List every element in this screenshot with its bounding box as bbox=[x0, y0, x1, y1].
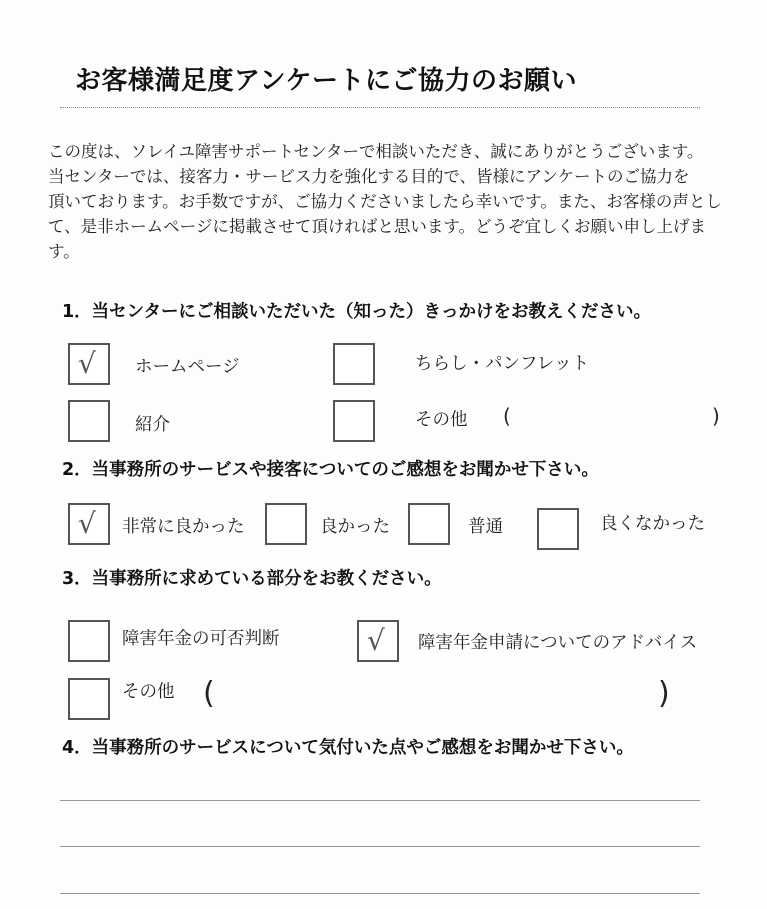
checkbox-referral[interactable] bbox=[68, 400, 110, 442]
close-paren: ) bbox=[712, 404, 720, 428]
option-label: その他 bbox=[122, 682, 175, 702]
checkbox-application-advice[interactable] bbox=[357, 620, 399, 662]
check-mark-icon: √ bbox=[78, 347, 96, 380]
checkbox-flyer[interactable] bbox=[333, 343, 375, 385]
check-mark-icon: √ bbox=[78, 507, 96, 540]
checkbox-other[interactable] bbox=[333, 400, 375, 442]
intro-line: 当センターでは、接客力・サービス力を強化する目的で、皆様にアンケートのご協力を bbox=[48, 167, 690, 186]
intro-line: す。 bbox=[48, 242, 80, 261]
close-paren: ) bbox=[658, 676, 670, 711]
question-4: 4．当事務所のサービスについて気付いた点やご感想をお聞かせ下さい。 bbox=[62, 738, 634, 758]
checkbox-very-good[interactable] bbox=[68, 503, 110, 545]
question-3: 3．当事務所に求めている部分をお教ください。 bbox=[62, 569, 442, 589]
option-label: 良かった bbox=[320, 517, 390, 537]
answer-line[interactable] bbox=[60, 893, 700, 894]
open-paren: ( bbox=[503, 404, 511, 428]
open-paren: ( bbox=[203, 676, 215, 711]
question-2: 2．当事務所のサービスや接客についてのご感想をお聞かせ下さい。 bbox=[62, 460, 599, 480]
intro-line: て、是非ホームページに掲載させて頂ければと思います。どうぞ宜しくお願い申し上げま bbox=[48, 217, 707, 236]
title-divider bbox=[60, 107, 700, 108]
checkbox-good[interactable] bbox=[265, 503, 307, 545]
check-mark-icon: √ bbox=[367, 624, 385, 657]
option-label: 障害年金申請についてのアドバイス bbox=[418, 633, 698, 653]
checkbox-homepage[interactable] bbox=[68, 343, 110, 385]
intro-line: この度は、ソレイユ障害サポートセンターで相談いただき、誠にありがとうございます。 bbox=[48, 142, 704, 161]
option-label: ちらし・パンフレット bbox=[415, 354, 590, 374]
question-1: 1．当センターにご相談いただいた（知った）きっかけをお教えください。 bbox=[62, 302, 651, 322]
intro-line: 頂いております。お手数ですが、ご協力くださいましたら幸いです。また、お客様の声とし bbox=[48, 192, 722, 211]
option-label: 非常に良かった bbox=[122, 517, 245, 537]
option-label: 紹介 bbox=[135, 415, 170, 435]
option-label: 普通 bbox=[468, 517, 503, 537]
option-label: その他 bbox=[415, 410, 468, 430]
checkbox-normal[interactable] bbox=[408, 503, 450, 545]
page-title: お客様満足度アンケートにご協力のお願い bbox=[75, 66, 577, 96]
checkbox-other[interactable] bbox=[68, 678, 110, 720]
option-label: 障害年金の可否判断 bbox=[122, 629, 280, 649]
answer-line[interactable] bbox=[60, 846, 700, 847]
option-label: 良くなかった bbox=[600, 514, 705, 534]
answer-line[interactable] bbox=[60, 800, 700, 801]
option-label: ホームページ bbox=[135, 357, 240, 377]
checkbox-eligibility[interactable] bbox=[68, 620, 110, 662]
checkbox-not-good[interactable] bbox=[537, 508, 579, 550]
